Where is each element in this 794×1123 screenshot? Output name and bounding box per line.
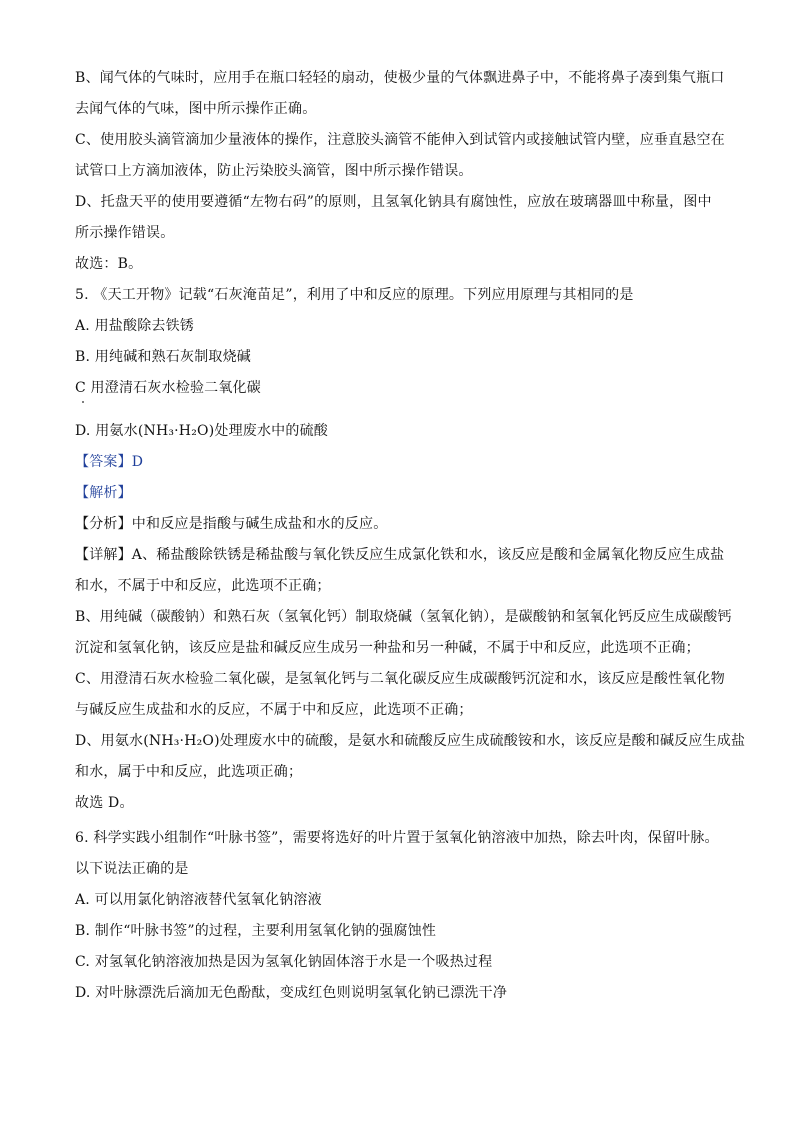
detail-line: C、用澄清石灰水检验二氧化碳，是氢氧化钙与二氧化碳反应生成碳酸钙沉淀和水，该反应是酸性氧化物: [75, 671, 725, 687]
question-5-stem: 5. 《天工开物》记载“石灰淹苗足”，利用了中和反应的原理。下列应用原理与其相同的是: [75, 287, 634, 303]
analysis-summary: 【分析】中和反应是指酸与碱生成盐和水的反应。: [75, 516, 388, 532]
text-line: 试管口上方滴加液体，防止污染胶头滴管，图中所示操作错误。: [75, 163, 473, 179]
stray-dot-mark: [82, 401, 84, 403]
question-6-stem: 6. 科学实践小组制作“叶脉书签”，需要将选好的叶片置于氢氧化钠溶液中加热，除去叶肉，保留叶脉。: [75, 830, 719, 846]
detail-line: 和水，属于中和反应，此选项正确；: [75, 764, 303, 780]
detail-line: B、用纯碱（碳酸钠）和熟石灰（氢氧化钙）制取烧碱（氢氧化钠），是碳酸钠和氢氧化钙反应生成碳酸钙: [75, 609, 732, 625]
question-6-option-b: B. 制作“叶脉书签”的过程，主要利用氢氧化钠的强腐蚀性: [75, 923, 437, 939]
question-5-option-d: D. 用氨水(NH₃·H₂O)处理废水中的硫酸: [75, 423, 328, 439]
question-6-stem-cont: 以下说法正确的是: [75, 861, 189, 877]
detail-line: 沉淀和氢氧化钠，该反应是盐和碱反应生成另一种盐和另一种碱，不属于中和反应，此选项不正确；: [75, 640, 700, 656]
answer-label: 【答案】D: [75, 454, 144, 470]
text-line: 去闻气体的气味，图中所示操作正确。: [75, 101, 317, 117]
detail-line: 【详解】A、稀盐酸除铁锈是稀盐酸与氧化铁反应生成氯化铁和水，该反应是酸和金属氧化物反应生成盐: [75, 547, 725, 563]
text-line: C、使用胶头滴管滴加少量液体的操作，注意胶头滴管不能伸入到试管内或接触试管内壁，应垂直悬空在: [75, 132, 725, 148]
question-5-option-c: C 用澄清石灰水检验二氧化碳: [75, 380, 261, 396]
detail-line: 和水，不属于中和反应，此选项不正确；: [75, 578, 331, 594]
detail-line: 与碱反应生成盐和水的反应，不属于中和反应，此选项不正确；: [75, 702, 473, 718]
question-5-option-b: B. 用纯碱和熟石灰制取烧碱: [75, 349, 251, 365]
question-6-option-d: D. 对叶脉漂洗后滴加无色酚酞，变成红色则说明氢氧化钠已漂洗干净: [75, 985, 508, 1001]
analysis-label: 【解析】: [75, 485, 132, 501]
question-6-option-c: C. 对氢氧化钠溶液加热是因为氢氧化钠固体溶于水是一个吸热过程: [75, 954, 493, 970]
detail-line: D、用氨水(NH₃·H₂O)处理废水中的硫酸，是氨水和硫酸反应生成硫酸铵和水，该反应是酸和碱反应生成盐: [75, 733, 746, 749]
text-line: D、托盘天平的使用要遵循“左物右码”的原则，且氢氧化钠具有腐蚀性，应放在玻璃器皿中称量，图中: [75, 194, 712, 210]
text-line: B、闻气体的气味时，应用手在瓶口轻轻的扇动，使极少量的气体飘进鼻子中，不能将鼻子凑到集气瓶口: [75, 70, 725, 86]
question-5-option-a: A. 用盐酸除去铁锈: [75, 318, 195, 334]
question-6-option-a: A. 可以用氯化钠溶液替代氢氧化钠溶液: [75, 892, 322, 908]
detail-conclusion: 故选 D。: [75, 795, 134, 811]
text-line: 所示操作错误。: [75, 225, 175, 241]
text-line: 故选：B。: [75, 256, 143, 272]
